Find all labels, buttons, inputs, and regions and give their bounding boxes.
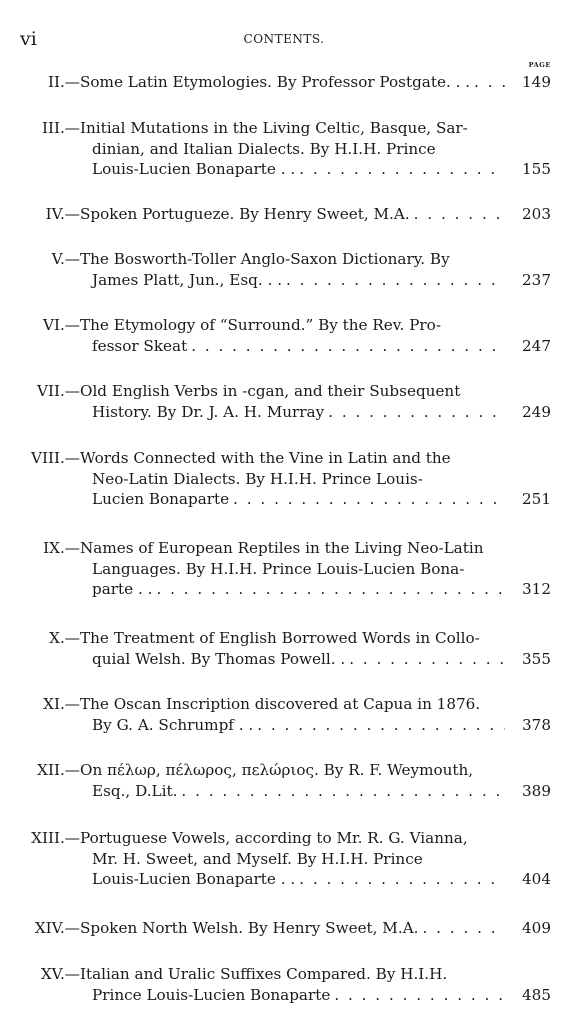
- toc-page-number: 237: [522, 270, 551, 289]
- toc-entry-line: [0, 538, 568, 559]
- toc-page-number: 409: [522, 919, 551, 937]
- toc-entry-text: Louis-Lucien Bonaparte . .: [92, 870, 296, 888]
- toc-entry-line: [0, 489, 568, 510]
- page-title: CONTENTS.: [243, 32, 325, 46]
- toc-entry-text: By G. A. Schrumpf . .: [92, 715, 254, 734]
- toc-page-number: 247: [522, 336, 551, 355]
- toc-entry-text: Words Connected with the Vine in Latin and the: [80, 449, 451, 467]
- toc-entry-text: The Bosworth-Toller Anglo-Saxon Dictionary. By: [80, 250, 450, 268]
- toc-page-number: 378: [522, 715, 551, 734]
- toc-entry-leader-line: [92, 649, 505, 670]
- dot-leader: [187, 336, 505, 357]
- toc-entry-text: James Platt, Jun., Esq. . .: [92, 270, 283, 289]
- toc-page-number: 203: [522, 205, 551, 223]
- toc-entry-line: [0, 918, 568, 939]
- toc-entry-text: fessor Skeat: [92, 336, 188, 355]
- toc-entry-text: Lucien Bonaparte: [92, 490, 230, 508]
- toc-entry-line: [0, 849, 568, 870]
- toc-entry-line: [0, 715, 568, 736]
- toc-entry-text: quial Welsh. By Thomas Powell. .: [92, 649, 346, 668]
- toc-entry-line: [0, 760, 568, 781]
- toc-entry-leader-line: [92, 579, 505, 600]
- toc-entry: [0, 628, 568, 669]
- toc-entry-text: Names of European Reptiles in the Living Neo-Latin: [80, 539, 484, 557]
- toc-page-number: 149: [522, 73, 551, 91]
- dot-leader: [229, 489, 505, 510]
- toc-entry-number: XV.—: [40, 965, 80, 983]
- dot-leader: [345, 649, 505, 670]
- toc-entry-text: The Treatment of English Borrowed Words in Collo-: [80, 629, 480, 647]
- toc-entry: [0, 204, 568, 225]
- toc-entry-text: parte . .: [92, 580, 153, 598]
- toc-page-number: 485: [522, 985, 551, 1004]
- toc-entry-line: [0, 72, 568, 93]
- toc-entry-line: [0, 204, 568, 225]
- dot-leader: [177, 781, 505, 802]
- dot-leader: [419, 918, 506, 939]
- dot-leader: [152, 579, 505, 600]
- toc-entry: [0, 72, 568, 93]
- toc-entry-line: [0, 469, 568, 490]
- dot-leader: [324, 402, 505, 423]
- toc-entry-number: II.—: [47, 73, 80, 91]
- toc-entry-text: Languages. By H.I.H. Prince Louis-Lucien Bona-: [92, 559, 465, 578]
- toc-entry: [0, 538, 568, 600]
- toc-entry-number: V.—: [51, 250, 80, 268]
- toc-entry-line: [0, 649, 568, 670]
- toc-page-number: 389: [522, 781, 551, 800]
- toc-entry: [0, 249, 568, 290]
- toc-entry-number: XI.—: [43, 695, 80, 713]
- page-column-heading: PAGE: [528, 61, 551, 69]
- toc-entry-number: IX.—: [43, 539, 80, 557]
- toc-entry-line: [0, 336, 568, 357]
- toc-entry-leader-line: [92, 781, 505, 802]
- toc-page-number: 249: [522, 402, 551, 421]
- toc-entry-line: [0, 781, 568, 802]
- toc-entry-leader-line: [80, 72, 505, 93]
- toc-entry-text: dinian, and Italian Dialects. By H.I.H. Prince: [92, 139, 436, 158]
- toc-entry-line: [0, 579, 568, 600]
- toc-entry-line: [0, 139, 568, 160]
- toc-entry-line: [0, 315, 568, 336]
- page-header: [0, 28, 568, 50]
- toc-entry-leader-line: [92, 159, 505, 180]
- toc-entry-line: [0, 869, 568, 890]
- dot-leader: [295, 159, 505, 180]
- toc-page-number: 404: [522, 870, 551, 888]
- toc-entry-line: [0, 964, 568, 985]
- toc-page-number: 355: [522, 649, 551, 668]
- toc-page-number: 312: [522, 580, 551, 598]
- toc-page-number: 155: [522, 160, 551, 178]
- toc-entry: [0, 381, 568, 422]
- toc-entry-text: Portuguese Vowels, according to Mr. R. G. Vianna,: [80, 829, 468, 847]
- toc-entry-line: [0, 828, 568, 849]
- toc-entry: [0, 694, 568, 735]
- dot-leader: [282, 270, 505, 291]
- toc-entry-text: Neo-Latin Dialects. By H.I.H. Prince Louis-: [92, 469, 423, 488]
- toc-entry-line: [0, 448, 568, 469]
- toc-entry-number: III.—: [41, 119, 80, 137]
- toc-entry-leader-line: [92, 402, 505, 423]
- toc-entry-text: Esq., D.Lit.: [92, 781, 178, 800]
- toc-entry-line: [0, 694, 568, 715]
- dot-leader: [330, 985, 505, 1006]
- dot-leader: [253, 715, 505, 736]
- toc-entry: [0, 118, 568, 180]
- page-folio: vi: [20, 28, 37, 50]
- toc-entry-line: [0, 118, 568, 139]
- toc-entry-text: Louis-Lucien Bonaparte . .: [92, 160, 296, 178]
- toc-entry-leader-line: [92, 336, 505, 357]
- toc-entry-number: XIV.—: [34, 919, 80, 937]
- toc-entry-leader-line: [92, 489, 505, 510]
- toc-entry-text: Spoken North Welsh. By Henry Sweet, M.A.: [80, 919, 419, 937]
- toc-entry-line: [0, 985, 568, 1006]
- toc-entry-text: Initial Mutations in the Living Celtic, Basque, Sar-: [80, 119, 468, 137]
- toc-entry-number: VI.—: [43, 316, 80, 334]
- toc-entry-line: [0, 402, 568, 423]
- toc-entry-text: Mr. H. Sweet, and Myself. By H.I.H. Prince: [92, 849, 423, 868]
- dot-leader: [470, 72, 505, 93]
- toc-entry-text: Old English Verbs in -cgan, and their Subsequent: [80, 382, 461, 400]
- toc-entry-leader-line: [92, 270, 505, 291]
- toc-entry-text: Spoken Portugueze. By Henry Sweet, M.A.: [80, 205, 410, 223]
- toc-entry-leader-line: [92, 985, 505, 1006]
- toc-entry-leader-line: [92, 715, 505, 736]
- toc-entry-number: XIII.—: [31, 829, 80, 847]
- toc-entry-line: [0, 159, 568, 180]
- toc-entry-text: Italian and Uralic Suffixes Compared. By H.I.H.: [80, 965, 448, 983]
- toc-entry-number: XII.—: [37, 761, 80, 779]
- toc-entry-number: IV.—: [45, 205, 80, 223]
- toc-entry: [0, 315, 568, 356]
- toc-entry-leader-line: [80, 204, 505, 225]
- toc-entry-leader-line: [92, 869, 505, 890]
- toc-entry: [0, 448, 568, 510]
- toc-entry-text: History. By Dr. J. A. H. Murray: [92, 402, 325, 421]
- toc-entry-text: Some Latin Etymologies. By Professor Postgate. . .: [80, 73, 471, 91]
- dot-leader: [410, 204, 505, 225]
- toc-entry-text: On πέλωρ, πέλωρος, πελώριος. By R. F. Weymouth,: [80, 761, 474, 779]
- toc-entry-text: Prince Louis-Lucien Bonaparte: [92, 985, 331, 1004]
- toc-entry: [0, 964, 568, 1005]
- toc-entry: [0, 828, 568, 890]
- toc-entry-text: The Etymology of “Surround.” By the Rev. Pro-: [80, 316, 441, 334]
- dot-leader: [295, 869, 505, 890]
- toc-entry-line: [0, 559, 568, 580]
- toc-entry-line: [0, 270, 568, 291]
- toc-entry-number: VIII.—: [31, 449, 80, 467]
- toc-entry-number: VII.—: [37, 382, 80, 400]
- toc-entry-text: The Oscan Inscription discovered at Capua in 1876.: [80, 695, 481, 713]
- toc-page-number: 251: [522, 490, 551, 508]
- toc-entry-leader-line: [80, 918, 505, 939]
- toc-entry: [0, 918, 568, 939]
- toc-entry-line: [0, 249, 568, 270]
- toc-entry-line: [0, 628, 568, 649]
- toc-entry: [0, 760, 568, 801]
- toc-entry-number: X.—: [49, 629, 80, 647]
- toc-entry-line: [0, 381, 568, 402]
